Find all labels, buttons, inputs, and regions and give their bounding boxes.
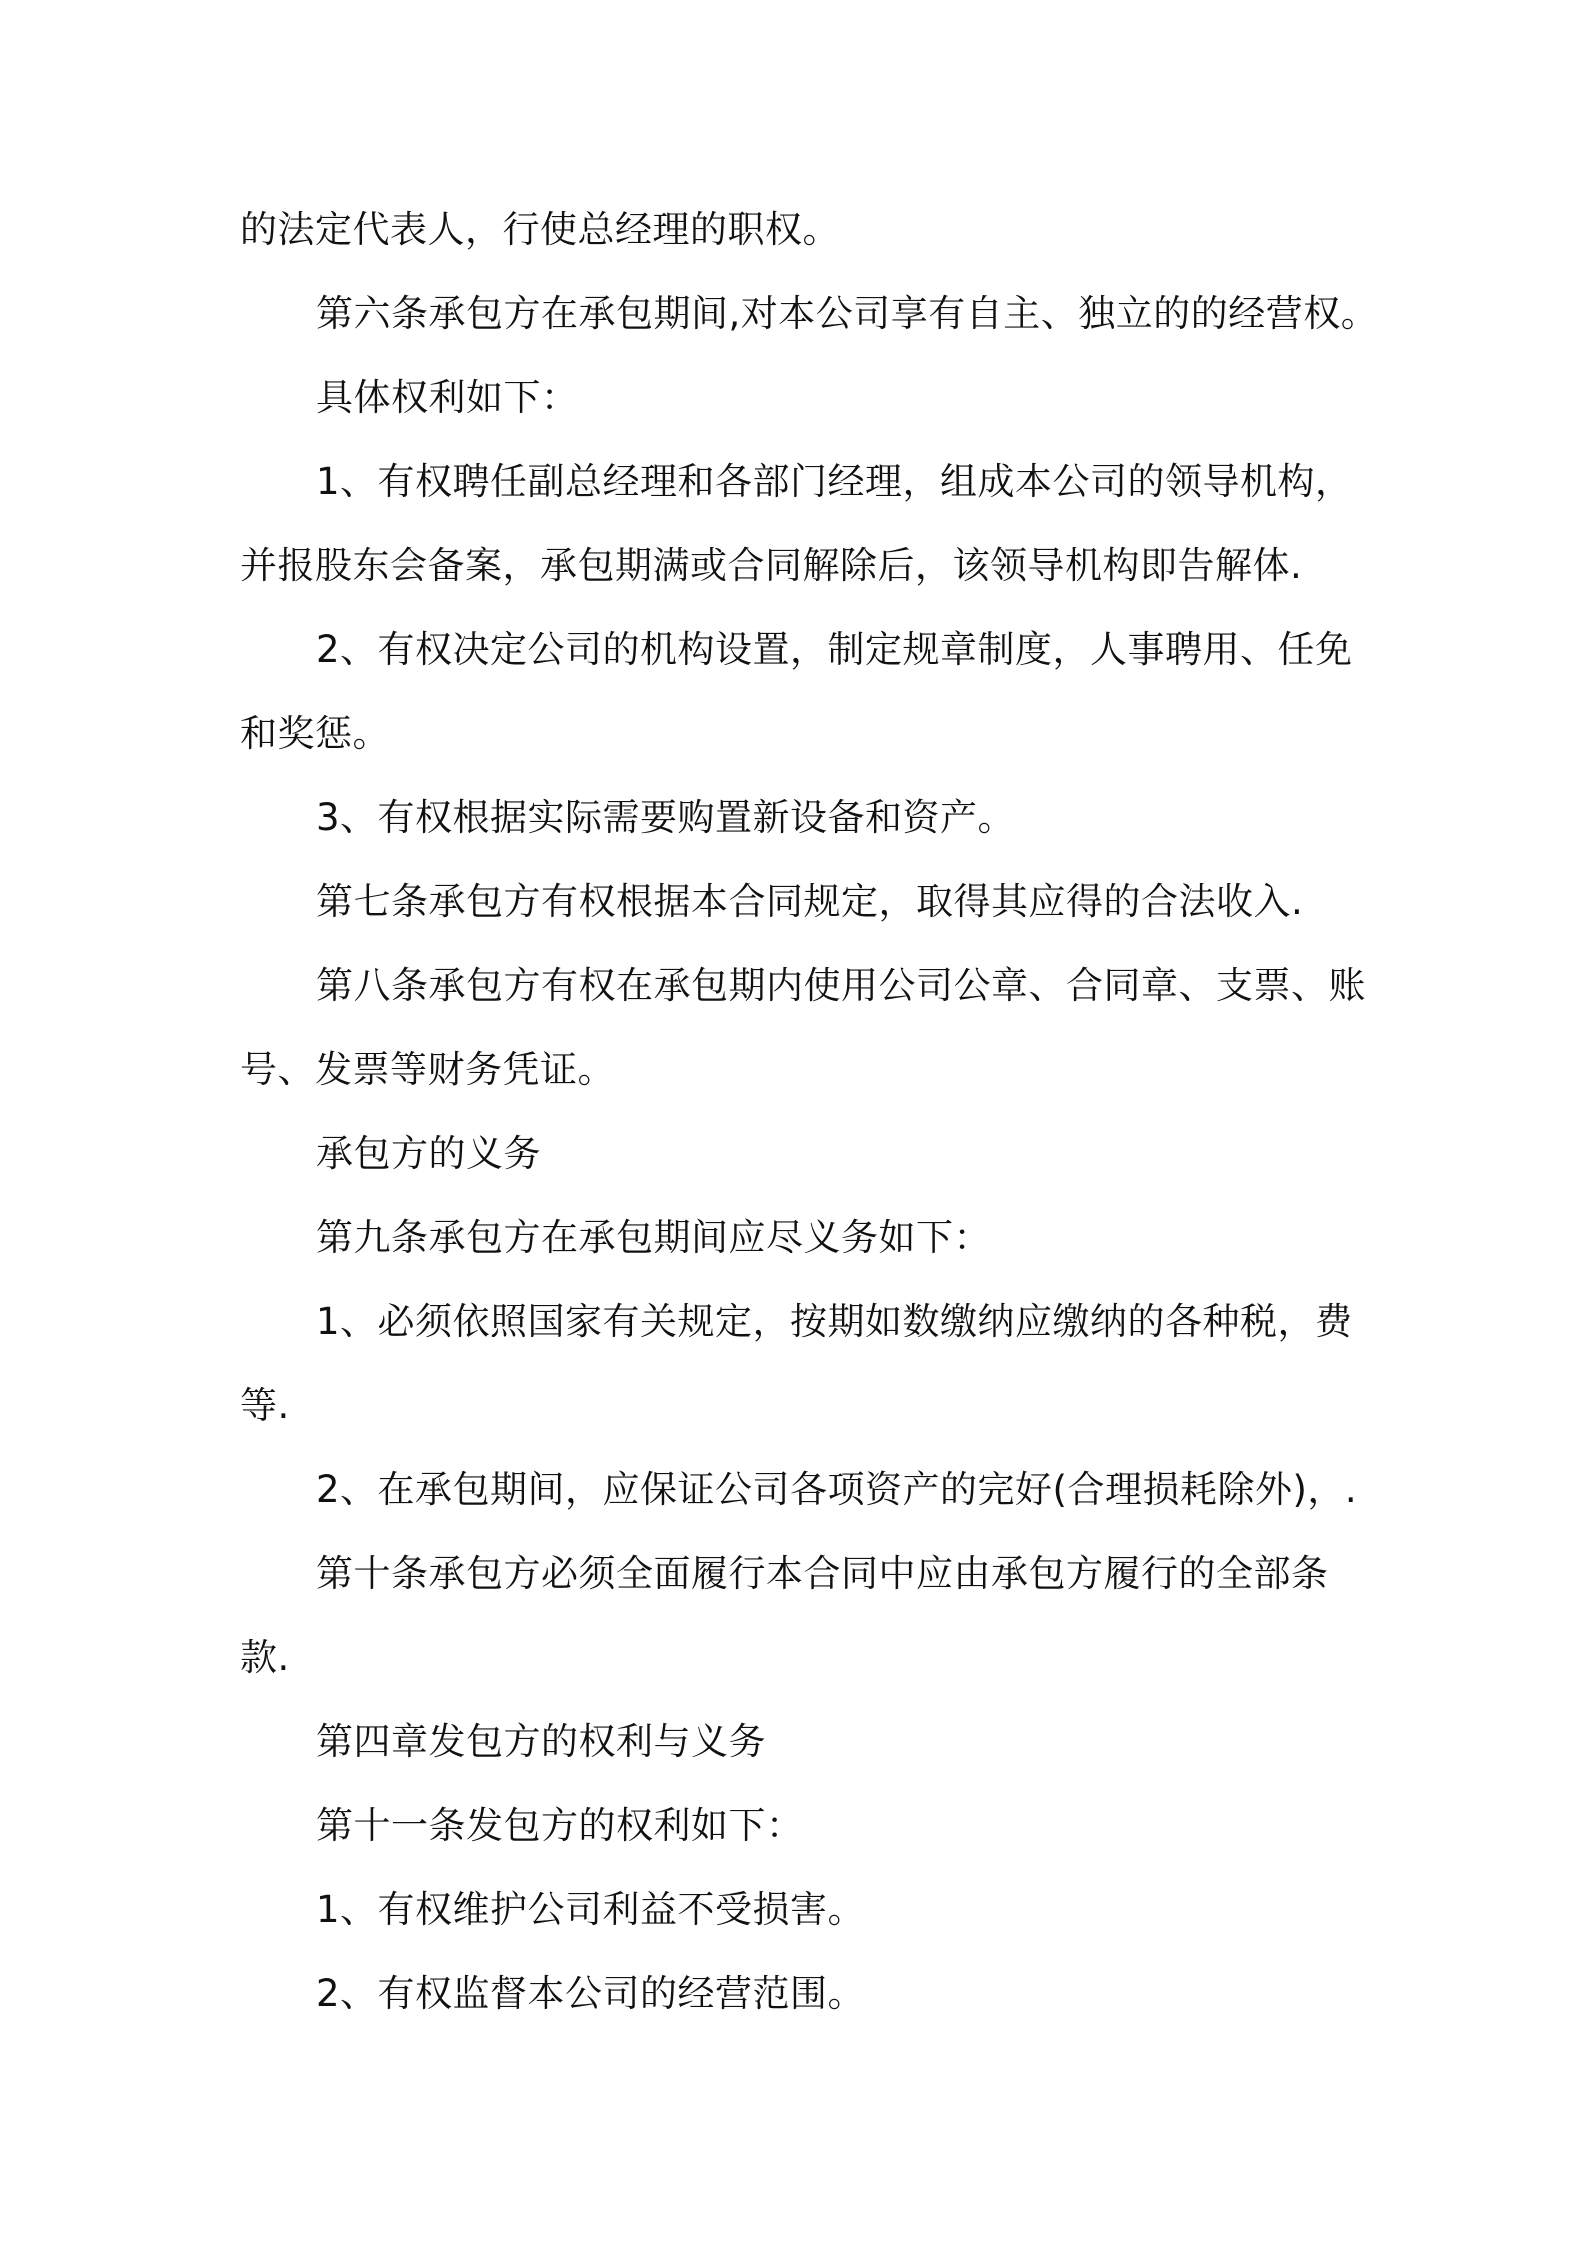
text-line: 号、发票等财务凭证。: [240, 1048, 615, 1091]
article-10: 第十条承包方必须全面履行本合同中应由承包方履行的全部条: [316, 1552, 1329, 1595]
chapter-4-heading: 第四章发包方的权利与义务: [316, 1720, 766, 1763]
list-item-1: 1、有权维护公司利益不受损害。: [316, 1888, 866, 1931]
list-item-2: 2、在承包期间，应保证公司各项资产的完好(合理损耗除外)，.: [316, 1468, 1358, 1511]
rights-intro: 具体权利如下：: [316, 376, 579, 419]
article-6-heading: 第六条承包方在承包期间,对本公司享有自主、独立的的经营权。: [316, 292, 1379, 335]
text-line: 等.: [240, 1384, 290, 1427]
text-line: 和奖惩。: [240, 712, 390, 755]
article-11: 第十一条发包方的权利如下：: [316, 1804, 804, 1847]
text-line: 的法定代表人，行使总经理的职权。: [240, 208, 840, 251]
list-item-1: 1、必须依照国家有关规定，按期如数缴纳应缴纳的各种税，费: [316, 1300, 1353, 1343]
list-item-1: 1、有权聘任副总经理和各部门经理，组成本公司的领导机构，: [316, 460, 1353, 503]
text-line: 款.: [240, 1636, 290, 1679]
article-9: 第九条承包方在承包期间应尽义务如下：: [316, 1216, 991, 1259]
article-7: 第七条承包方有权根据本合同规定，取得其应得的合法收入.: [316, 880, 1304, 923]
section-heading-obligations: 承包方的义务: [316, 1132, 541, 1175]
text-line: 并报股东会备案，承包期满或合同解除后，该领导机构即告解体.: [240, 544, 1303, 587]
list-item-2: 2、有权监督本公司的经营范围。: [316, 1972, 866, 2015]
article-8: 第八条承包方有权在承包期内使用公司公章、合同章、支票、账: [316, 964, 1366, 1007]
list-item-3: 3、有权根据实际需要购置新设备和资产。: [316, 796, 1016, 839]
document-body: [240, 188, 1379, 2036]
list-item-2: 2、有权决定公司的机构设置，制定规章制度，人事聘用、任免: [316, 628, 1353, 671]
